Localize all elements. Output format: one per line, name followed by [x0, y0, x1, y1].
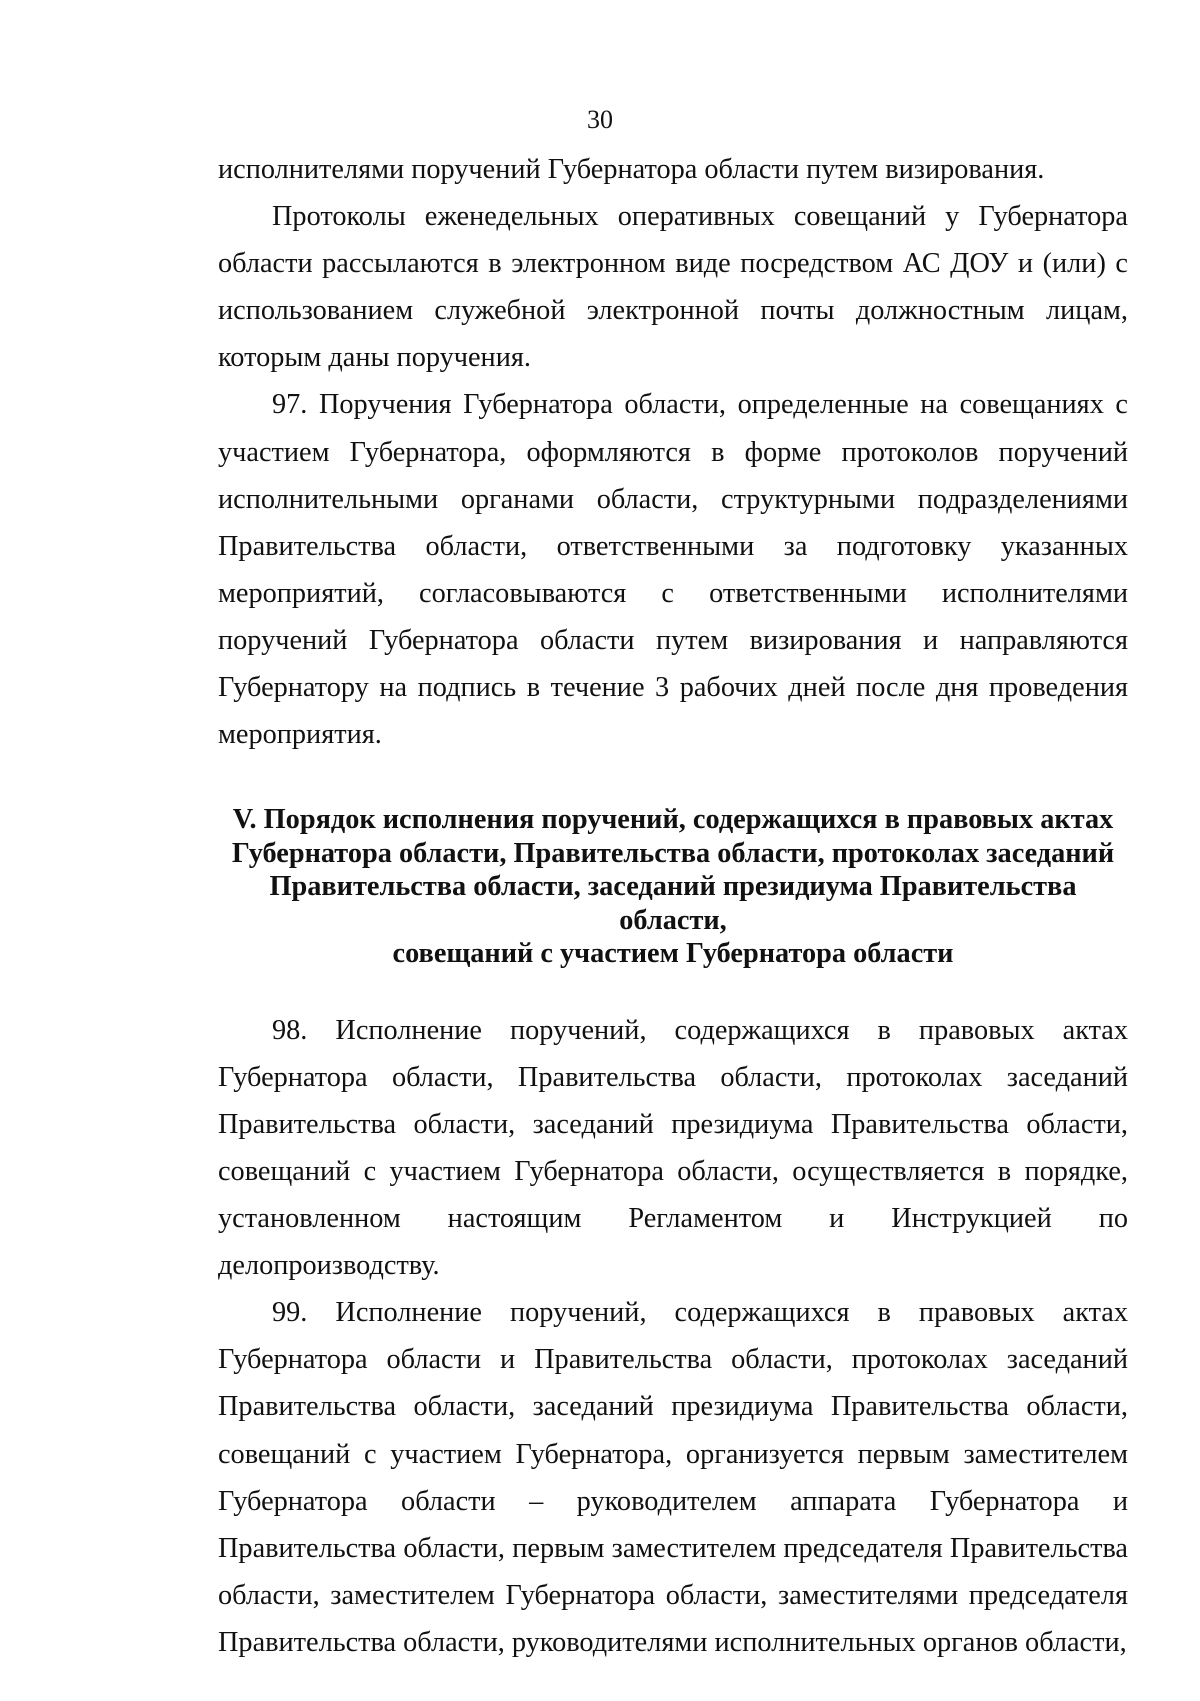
paragraph-99: 99. Исполнение поручений, содержащихся в правовых актах Губернатора области и Правительства области, протоколах заседаний Правительства области, заседаний президиума Правительства области, совещаний с участием Губернатора, организуется первым заместителем Губернатора области – руководителем аппарата Губернатора и Правительства области, первым заместителем председателя Правительства области, заместителем Губернатора области, заместителями председателя Правительства области, руководителями исполнительных органов области,	[218, 1297, 1128, 1658]
paragraph-97: 97. Поручения Губернатора области, определенные на совещаниях с участием Губернатора, оформляются в форме протоколов поручений исполнительными органами области, структурными подразделениями Правительства области, ответственными за подготовку указанных мероприятий, согласовываются с ответственными исполнителями поручений Губернатора области путем визирования и направляются Губернатору на подпись в течение 3 рабочих дней после дня проведения мероприятия.	[218, 389, 1128, 751]
page-number: 30	[587, 105, 613, 134]
document-body	[218, 146, 1128, 1666]
section-heading-line: Правительства области, заседаний президиума Правительства области,	[269, 871, 1077, 936]
section-heading-line: V. Порядок исполнения поручений, содержащихся в правовых актах	[232, 804, 1114, 836]
section-heading	[218, 803, 1128, 971]
paragraph-continuation: исполнителями поручений Губернатора области путем визирования.	[218, 154, 1045, 185]
paragraph-protocols: Протоколы еженедельных оперативных совещаний у Губернатора области рассылаются в электронном виде посредством АС ДОУ и (или) с использованием служебной электронной почты должностным лицам, которым даны поручения.	[218, 201, 1128, 374]
section-heading-line: Губернатора области, Правительства области, протоколах заседаний	[231, 837, 1115, 869]
section-heading-line: совещаний с участием Губернатора области	[392, 938, 954, 970]
paragraph-98: 98. Исполнение поручений, содержащихся в правовых актах Губернатора области, Правительства области, протоколах заседаний Правительства области, заседаний президиума Правительства области, совещаний с участием Губернатора области, осуществляется в порядке, установленном настоящим Регламентом и Инструкцией по делопроизводству.	[218, 1014, 1128, 1282]
